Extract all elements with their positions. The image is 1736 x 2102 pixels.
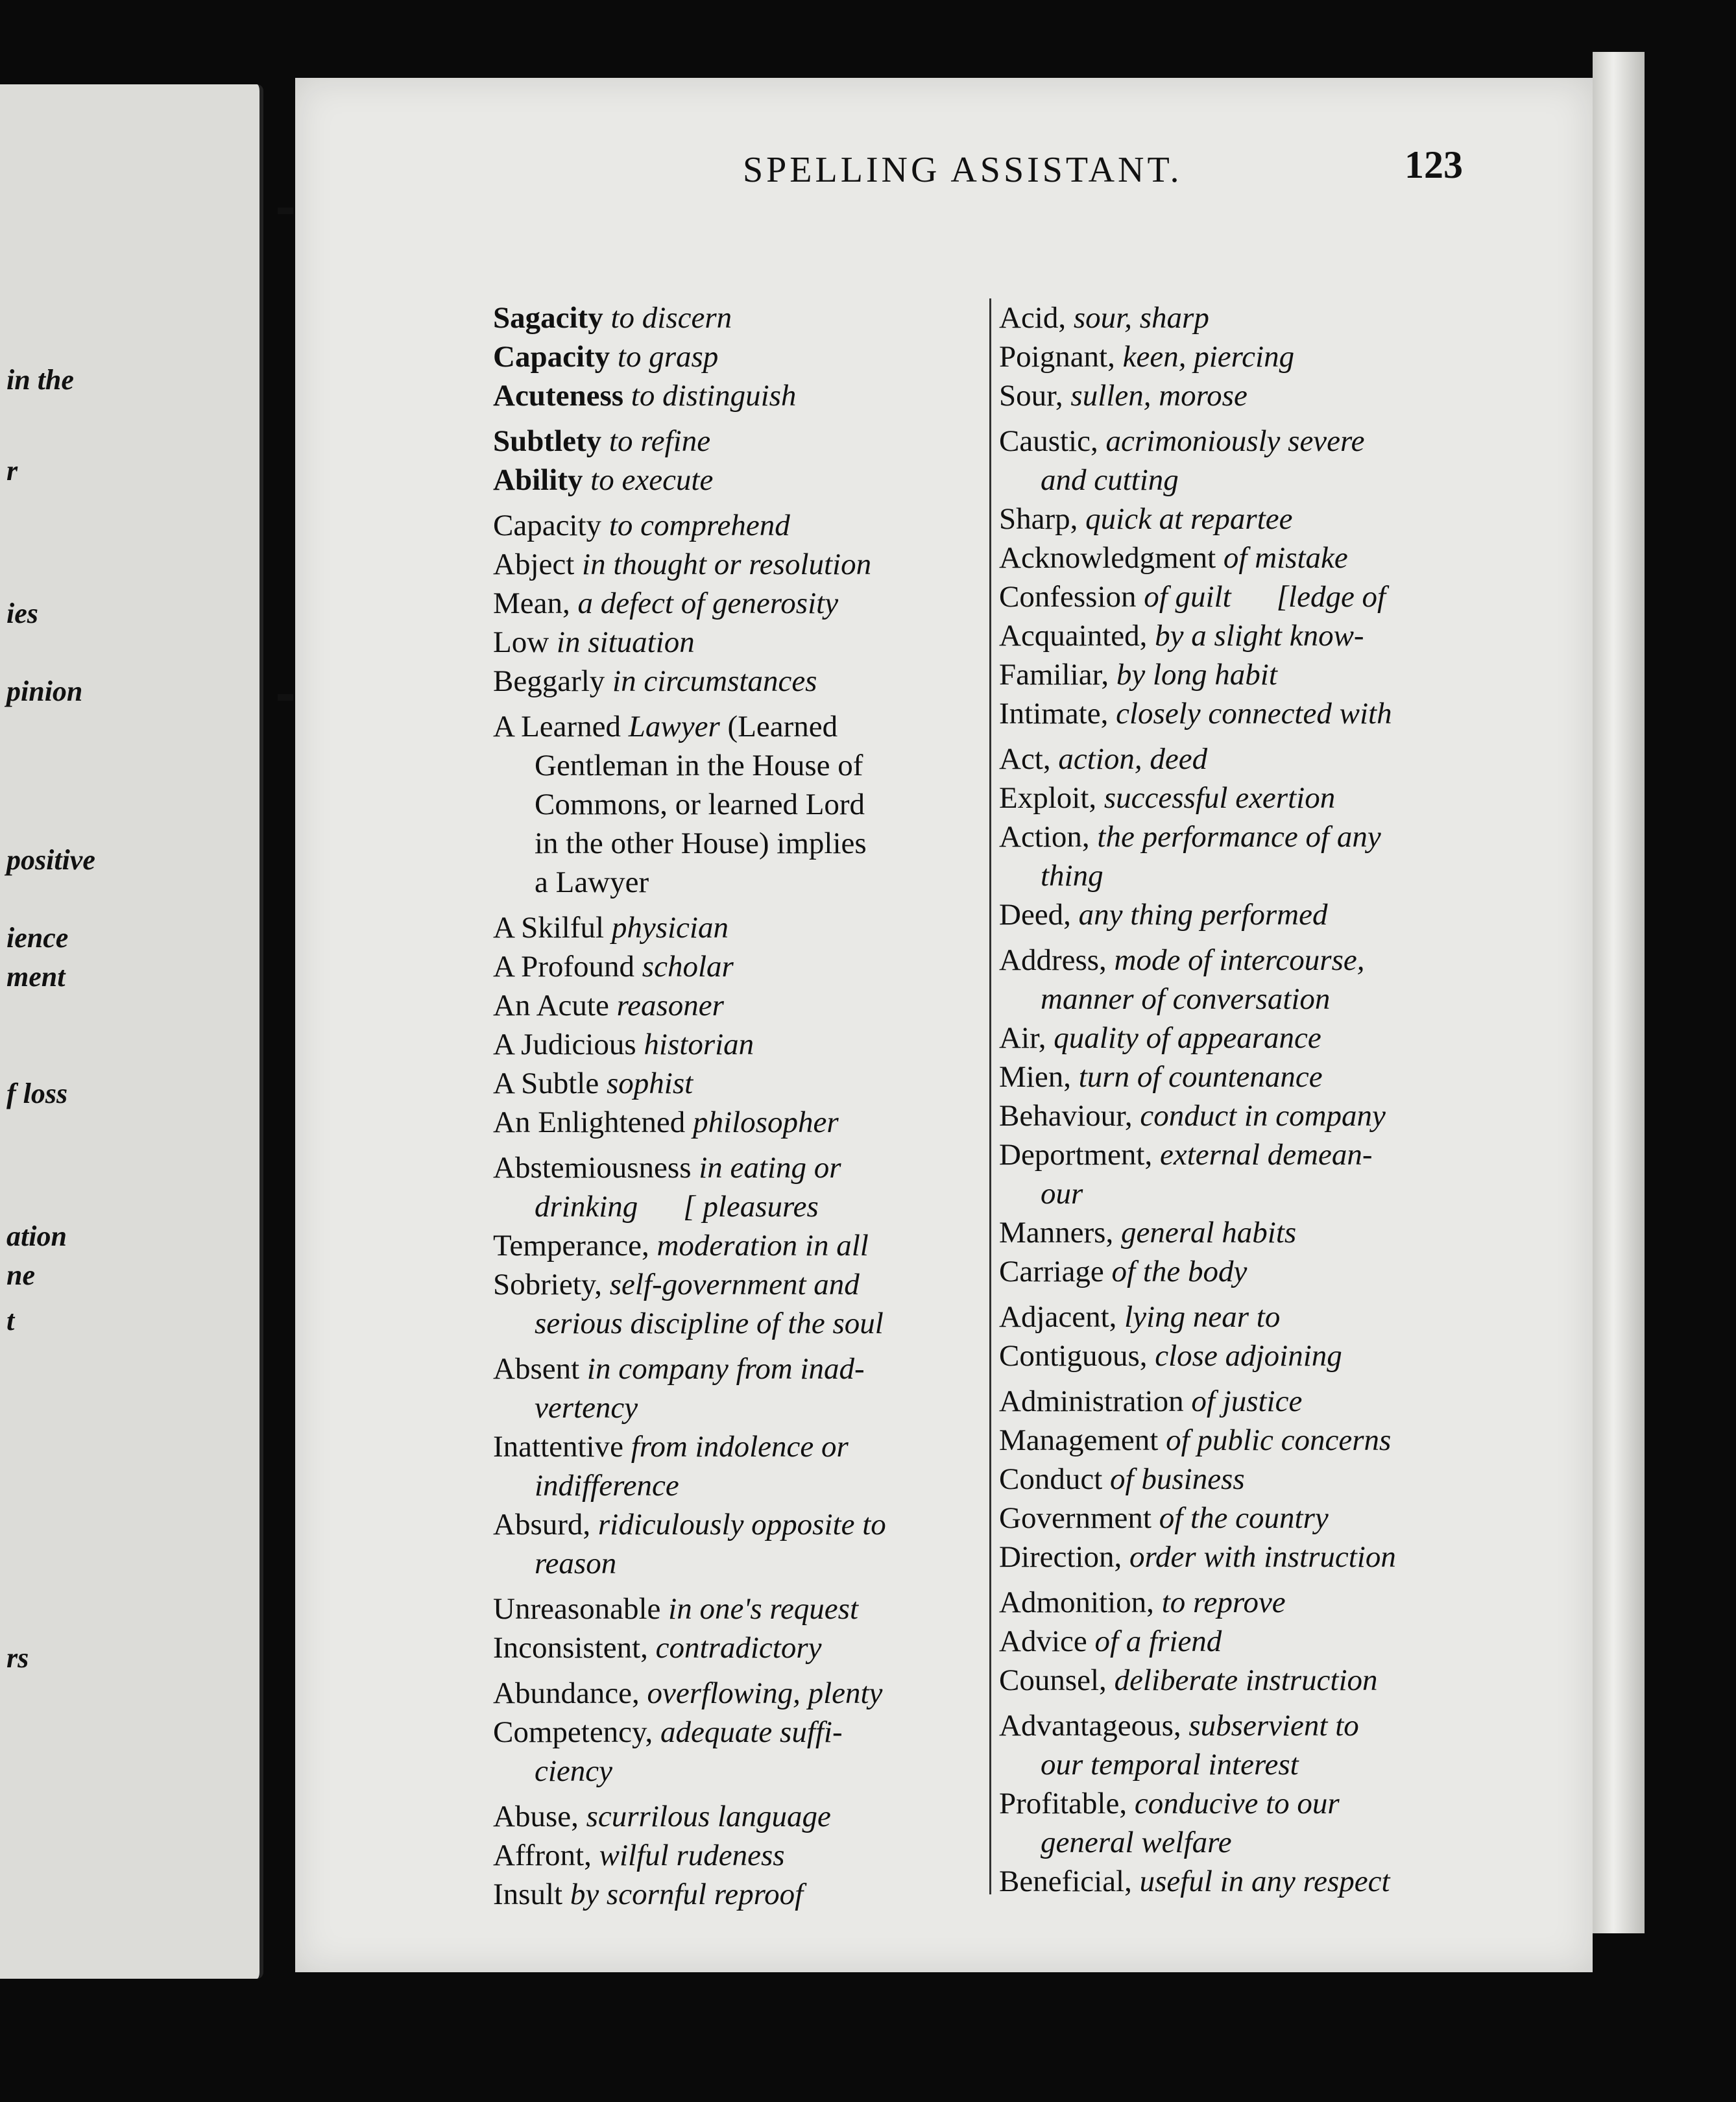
entry-headword: A Profound	[493, 950, 635, 984]
dictionary-entry	[999, 1622, 1505, 1661]
dictionary-entry	[999, 1661, 1505, 1700]
entry-definition: sophist	[606, 1067, 693, 1100]
entry-headword: Sagacity	[493, 301, 603, 335]
dictionary-entry	[493, 506, 999, 545]
entry-headword: Inconsistent,	[493, 1631, 648, 1665]
dictionary-entry	[493, 1103, 999, 1142]
page-edge	[1593, 52, 1645, 1933]
entry-headword: Beggarly	[493, 664, 605, 698]
dictionary-entry	[493, 298, 999, 337]
entry-definition: moderation in all	[657, 1229, 869, 1262]
entry-definition: general welfare	[1041, 1826, 1232, 1859]
entry-headword: Abject	[493, 548, 575, 581]
dictionary-entry	[493, 1304, 999, 1343]
dictionary-entry	[493, 545, 999, 584]
entry-definition: self-government and	[609, 1268, 860, 1301]
entry-headword: Contiguous,	[999, 1339, 1148, 1373]
entry-definition: of public concerns	[1166, 1423, 1392, 1457]
entry-definition: conducive to our	[1134, 1787, 1340, 1820]
entry-headword: Inattentive	[493, 1430, 623, 1464]
facing-page-fragment: in the	[6, 364, 74, 396]
entry-definition: in situation	[556, 625, 695, 659]
entry-definition: mode of intercourse,	[1114, 943, 1365, 977]
entry-headword: Address,	[999, 943, 1107, 977]
entry-headword: A Judicious	[493, 1028, 636, 1061]
entry-headword: Conduct	[999, 1462, 1103, 1496]
entry-headword: Unreasonable	[493, 1592, 661, 1626]
dictionary-entry	[493, 1713, 999, 1752]
entry-headword: An Acute	[493, 989, 609, 1022]
entry-headword: Low	[493, 625, 549, 659]
entry-definition: useful in any respect	[1139, 1865, 1390, 1898]
dictionary-entry	[999, 1057, 1505, 1096]
dictionary-entry	[999, 298, 1505, 337]
dictionary-entry	[493, 1427, 999, 1466]
entry-headword: Exploit,	[999, 781, 1097, 815]
entry-definition: a defect of generosity	[577, 586, 839, 620]
entry-headword: Poignant,	[999, 340, 1115, 374]
entry-headword: Behaviour,	[999, 1099, 1133, 1133]
facing-page-fragment: rs	[6, 1642, 29, 1674]
entry-headword: Sharp,	[999, 502, 1078, 536]
entry-definition: of mistake	[1223, 541, 1348, 575]
dictionary-entry	[493, 1025, 999, 1064]
dictionary-entry	[493, 1466, 999, 1505]
entry-definition: of the body	[1111, 1255, 1248, 1288]
entry-headword: Air,	[999, 1021, 1046, 1055]
dictionary-entry	[493, 947, 999, 986]
entry-headword: Deportment,	[999, 1138, 1153, 1172]
dictionary-entry	[999, 500, 1505, 538]
spine-mark	[278, 694, 293, 701]
facing-page-fragment: f loss	[6, 1078, 68, 1109]
entry-definition: overflowing, plenty	[647, 1676, 883, 1710]
entry-definition: lying near to	[1124, 1300, 1281, 1334]
entry-headword: Admonition,	[999, 1586, 1154, 1619]
entry-continuation: Gentleman in the House of	[535, 749, 863, 782]
dictionary-entry	[999, 1336, 1505, 1375]
entry-definition: and cutting	[1041, 463, 1179, 497]
facing-page-fragment: ment	[6, 961, 66, 993]
entry-definition: philosopher	[693, 1105, 839, 1139]
dictionary-entry	[999, 1096, 1505, 1135]
entry-definition: indifference	[535, 1469, 679, 1503]
entry-continuation: Commons, or learned Lord	[535, 788, 865, 821]
entry-definition: of business	[1110, 1462, 1245, 1496]
entry-definition: Lawyer	[628, 710, 720, 743]
entry-definition: from indolence or	[631, 1430, 849, 1464]
dictionary-entry	[493, 623, 999, 662]
entry-headword: Government	[999, 1501, 1151, 1535]
facing-page-fragment: pinion	[6, 675, 83, 707]
dictionary-entry	[999, 1174, 1505, 1213]
running-title: SPELLING ASSISTANT.	[743, 150, 1183, 190]
entry-definition: in company from inad-	[586, 1352, 865, 1386]
entry-headword: Advantageous,	[999, 1709, 1181, 1743]
entry-definition: scholar	[642, 950, 734, 984]
entry-definition: in thought or resolution	[582, 548, 872, 581]
entry-headword: Carriage	[999, 1255, 1104, 1288]
dictionary-entry	[493, 1836, 999, 1875]
facing-page-fragment: r	[6, 455, 18, 487]
entry-definition: by long habit	[1116, 658, 1277, 692]
entry-definition: in one's request	[668, 1592, 859, 1626]
entry-definition: the performance of any	[1097, 820, 1381, 854]
entry-definition: conduct in company	[1140, 1099, 1386, 1133]
facing-page-fragment: ne	[6, 1259, 35, 1291]
dictionary-entry	[999, 1135, 1505, 1174]
entry-headword: Action,	[999, 820, 1090, 854]
entry-headword: Beneficial,	[999, 1865, 1132, 1898]
entry-definition: to discern	[610, 301, 732, 335]
entry-headword: Abuse,	[493, 1800, 579, 1833]
dictionary-entry	[493, 707, 999, 746]
dictionary-entry	[999, 694, 1505, 733]
dictionary-entry	[493, 1544, 999, 1583]
dictionary-entry	[999, 1706, 1505, 1745]
entry-headword: Acquainted,	[999, 619, 1148, 653]
entry-definition: sullen, morose	[1070, 379, 1248, 413]
entry-headword: An Enlightened	[493, 1105, 686, 1139]
entry-runover: [ pleasures	[683, 1190, 819, 1224]
entry-definition: of justice	[1191, 1384, 1303, 1418]
entry-definition: to reprove	[1161, 1586, 1286, 1619]
dictionary-entry	[999, 1421, 1505, 1460]
entry-headword: Acknowledgment	[999, 541, 1216, 575]
entry-headword: Management	[999, 1423, 1159, 1457]
dictionary-entry	[999, 1460, 1505, 1499]
page-number: 123	[1404, 143, 1463, 186]
entry-definition: turn of countenance	[1078, 1060, 1323, 1094]
entry-definition: general habits	[1120, 1216, 1297, 1250]
entry-definition: in circumstances	[612, 664, 817, 698]
entry-definition: of the country	[1159, 1501, 1329, 1535]
entry-definition: close adjoining	[1155, 1339, 1342, 1373]
entry-definition: reason	[535, 1547, 617, 1580]
entry-definition: manner of conversation	[1041, 982, 1331, 1016]
entry-definition: our temporal interest	[1041, 1748, 1299, 1782]
dictionary-entry	[999, 616, 1505, 655]
entry-headword: Deed,	[999, 898, 1071, 932]
entry-continuation: in the other House) implies	[535, 827, 867, 860]
entry-definition: to distinguish	[631, 379, 797, 413]
dictionary-entry	[999, 895, 1505, 934]
entry-headword: Subtlety	[493, 424, 602, 458]
dictionary-entry	[493, 422, 999, 461]
dictionary-entry	[493, 1148, 999, 1187]
dictionary-entry	[999, 941, 1505, 980]
entry-definition: action, deed	[1058, 742, 1208, 776]
entry-headword: Profitable,	[999, 1787, 1127, 1820]
dictionary-entry	[999, 538, 1505, 577]
dictionary-entry	[493, 908, 999, 947]
entry-headword: Capacity	[493, 509, 602, 542]
dictionary-entry	[493, 337, 999, 376]
entry-headword: Affront,	[493, 1839, 592, 1872]
dictionary-entry	[999, 577, 1505, 616]
entry-definition: to refine	[609, 424, 711, 458]
entry-definition: deliberate instruction	[1114, 1663, 1378, 1697]
entry-definition: to execute	[590, 463, 714, 497]
entry-headword: Act,	[999, 742, 1051, 776]
entry-headword: A Subtle	[493, 1067, 599, 1100]
entry-definition: any thing performed	[1078, 898, 1328, 932]
dictionary-entry	[493, 1628, 999, 1667]
entry-headword: Intimate,	[999, 697, 1109, 731]
entry-definition: reasoner	[616, 989, 724, 1022]
dictionary-entry	[493, 785, 999, 824]
dictionary-entry	[999, 1252, 1505, 1291]
entry-definition: of a friend	[1094, 1625, 1222, 1658]
facing-page-fragment: t	[6, 1305, 15, 1336]
entry-definition: order with instruction	[1129, 1540, 1396, 1574]
entry-headword: A Learned	[493, 710, 621, 743]
entry-definition: adequate suffi-	[660, 1715, 843, 1749]
entry-headword: Mien,	[999, 1060, 1071, 1094]
entry-definition: successful exertion	[1103, 781, 1336, 815]
entry-definition: serious discipline of the soul	[535, 1307, 884, 1340]
left-column	[493, 298, 999, 1914]
dictionary-entry	[999, 1499, 1505, 1538]
entry-definition: contradictory	[655, 1631, 822, 1665]
entry-definition: subservient to	[1188, 1709, 1359, 1743]
dictionary-entry	[493, 1674, 999, 1713]
entry-definition: vertency	[535, 1391, 638, 1425]
facing-page-fragment: ies	[6, 598, 38, 629]
entry-headword: Absurd,	[493, 1508, 591, 1541]
facing-page-fragment: positive	[6, 844, 95, 876]
entry-headword: Adjacent,	[999, 1300, 1117, 1334]
entry-definition: thing	[1041, 859, 1103, 893]
entry-definition: drinking	[535, 1190, 638, 1224]
facing-page-fragment: ation	[6, 1220, 67, 1252]
entry-headword: Counsel,	[999, 1663, 1107, 1697]
entry-headword: Absent	[493, 1352, 580, 1386]
entry-headword: Sour,	[999, 379, 1063, 413]
dictionary-entry	[493, 1265, 999, 1304]
dictionary-entry	[493, 1505, 999, 1544]
entry-headword: Capacity	[493, 340, 610, 374]
dictionary-entry	[999, 1382, 1505, 1421]
entry-headword: Advice	[999, 1625, 1087, 1658]
dictionary-entry	[999, 1538, 1505, 1576]
dictionary-entry	[999, 422, 1505, 461]
dictionary-entry	[999, 376, 1505, 415]
entry-definition: quality of appearance	[1054, 1021, 1321, 1055]
entry-definition: acrimoniously severe	[1105, 424, 1365, 458]
entry-runover: [ledge of	[1276, 580, 1386, 614]
facing-page	[0, 84, 263, 1979]
page-header	[295, 143, 1593, 201]
dictionary-entry	[493, 863, 999, 902]
entry-continuation: (Learned	[727, 710, 838, 743]
dictionary-entry	[493, 1797, 999, 1836]
entry-definition: ciency	[535, 1754, 613, 1788]
entry-headword: Insult	[493, 1878, 563, 1911]
dictionary-entry	[493, 1187, 999, 1226]
entry-definition: scurrilous language	[586, 1800, 831, 1833]
dictionary-entry	[999, 1862, 1505, 1901]
dictionary-entry	[999, 655, 1505, 694]
entry-headword: Ability	[493, 463, 583, 497]
dictionary-entry	[493, 824, 999, 863]
dictionary-entry	[999, 1019, 1505, 1057]
dictionary-entry	[493, 461, 999, 500]
dictionary-entry	[493, 1589, 999, 1628]
dictionary-entry	[493, 376, 999, 415]
entry-headword: Caustic,	[999, 424, 1098, 458]
entry-headword: Competency,	[493, 1715, 653, 1749]
entry-definition: sour, sharp	[1073, 301, 1209, 335]
entry-headword: Manners,	[999, 1216, 1114, 1250]
entry-definition: physician	[611, 911, 729, 945]
entry-definition: to comprehend	[609, 509, 790, 542]
dictionary-entry	[999, 779, 1505, 817]
entry-headword: Direction,	[999, 1540, 1122, 1574]
entry-definition: our	[1041, 1177, 1083, 1211]
dictionary-entry	[493, 1875, 999, 1914]
entry-headword: Sobriety,	[493, 1268, 602, 1301]
entry-headword: Temperance,	[493, 1229, 649, 1262]
facing-page-fragment: ience	[6, 922, 69, 954]
dictionary-entry	[493, 1752, 999, 1791]
entry-headword: Abstemiousness	[493, 1151, 692, 1185]
entry-definition: closely connected with	[1116, 697, 1392, 731]
entry-definition: in eating or	[699, 1151, 841, 1185]
spine-mark	[278, 208, 293, 214]
dictionary-entry	[493, 986, 999, 1025]
dictionary-entry	[999, 1745, 1505, 1784]
entry-headword: Abundance,	[493, 1676, 640, 1710]
dictionary-entry	[999, 1583, 1505, 1622]
entry-headword: Acuteness	[493, 379, 624, 413]
dictionary-entry	[493, 584, 999, 623]
dictionary-entry	[999, 856, 1505, 895]
entry-headword: Confession	[999, 580, 1137, 614]
entry-definition: by a slight know-	[1155, 619, 1364, 653]
entry-definition: wilful rudeness	[599, 1839, 785, 1872]
dictionary-entry	[493, 746, 999, 785]
dictionary-entry	[493, 1226, 999, 1265]
entry-definition: ridiculously opposite to	[597, 1508, 886, 1541]
entry-definition: external demean-	[1160, 1138, 1373, 1172]
entry-headword: Mean,	[493, 586, 570, 620]
entry-headword: Acid,	[999, 301, 1067, 335]
dictionary-entry	[999, 1823, 1505, 1862]
entry-continuation: a Lawyer	[535, 865, 649, 899]
entry-definition: quick at repartee	[1085, 502, 1293, 536]
dictionary-entry	[493, 1349, 999, 1388]
dictionary-entry	[493, 1388, 999, 1427]
entry-definition: keen, piercing	[1122, 340, 1295, 374]
dictionary-entry	[999, 1298, 1505, 1336]
entry-definition: historian	[644, 1028, 754, 1061]
dictionary-entry	[999, 1784, 1505, 1823]
right-column	[999, 298, 1505, 1901]
entry-definition: by scornful reproof	[570, 1878, 804, 1911]
dictionary-entry	[999, 337, 1505, 376]
dictionary-entry	[493, 662, 999, 701]
dictionary-entry	[493, 1064, 999, 1103]
dictionary-entry	[999, 740, 1505, 779]
entry-definition: to grasp	[617, 340, 719, 374]
dictionary-entry	[999, 1213, 1505, 1252]
entry-headword: Familiar,	[999, 658, 1109, 692]
entry-headword: Administration	[999, 1384, 1184, 1418]
dictionary-entry	[999, 461, 1505, 500]
dictionary-entry	[999, 817, 1505, 856]
dictionary-entry	[999, 980, 1505, 1019]
entry-definition: of guilt	[1144, 580, 1231, 614]
entry-headword: A Skilful	[493, 911, 605, 945]
